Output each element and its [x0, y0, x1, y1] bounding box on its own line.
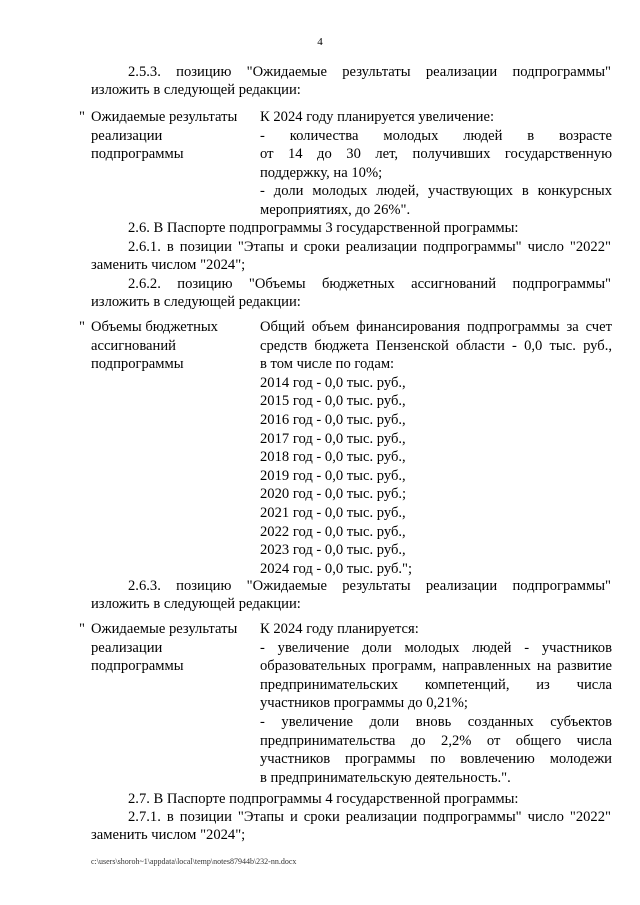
label-line: Ожидаемые результаты: [91, 621, 238, 637]
open-quote: ": [79, 109, 85, 125]
value-line: в том числе по годам:: [260, 356, 395, 373]
paragraph-2-7-1-line2: заменить числом "2024";: [91, 827, 246, 843]
value-line: - количества молодых людей в возрасте: [260, 127, 612, 144]
paragraph-2-6-1-line1: 2.6.1. в позиции "Этапы и сроки реализации подпрограммы" число "2022": [128, 239, 611, 255]
label-line: Ожидаемые результаты: [91, 109, 238, 125]
label-line: подпрограммы: [91, 146, 184, 163]
table-value: [260, 108, 612, 220]
paragraph-2-6-3-line2: изложить в следующей редакции:: [91, 596, 301, 612]
paragraph-2-6: 2.6. В Паспорте подпрограммы 3 государственной программы:: [128, 220, 519, 236]
value-line: - доли молодых людей, участвующих в конкурсных: [260, 183, 612, 200]
paragraph-2-7: 2.7. В Паспорте подпрограммы 4 государственной программы:: [128, 791, 519, 807]
label-line: подпрограммы: [91, 356, 184, 373]
table-label: [91, 108, 246, 164]
label-line: реализации: [91, 639, 163, 656]
year-line: 2020 год - 0,0 тыс. руб.;: [260, 486, 407, 503]
value-line: Общий объем финансирования подпрограммы за счет: [260, 319, 612, 335]
value-line: поддержку, на 10%;: [260, 164, 383, 181]
table-value: [260, 318, 612, 578]
open-quote: ": [79, 319, 85, 335]
value-line: - увеличение доли вновь созданных субъектов: [260, 713, 612, 730]
year-line: 2016 год - 0,0 тыс. руб.,: [260, 411, 406, 428]
year-line: 2014 год - 0,0 тыс. руб.,: [260, 374, 406, 391]
label-line: реализации: [91, 127, 163, 144]
year-line: 2021 год - 0,0 тыс. руб.,: [260, 504, 406, 521]
year-line: 2024 год - 0,0 тыс. руб.";: [260, 560, 413, 577]
value-line: в предпринимательскую деятельность.".: [260, 769, 511, 786]
value-line: участников программы по вовлечению молодежи: [260, 751, 612, 768]
paragraph-2-7-1-line1: 2.7.1. в позиции "Этапы и сроки реализации подпрограммы" число "2022": [128, 809, 611, 825]
year-line: 2019 год - 0,0 тыс. руб.,: [260, 467, 406, 484]
value-line: от 14 до 30 лет, получивших государственную: [260, 146, 612, 163]
paragraph-2-5-3-line1: 2.5.3. позицию "Ожидаемые результаты реализации подпрограммы": [128, 64, 611, 80]
year-line: 2018 год - 0,0 тыс. руб.,: [260, 449, 406, 466]
value-line: К 2024 году планируется:: [260, 621, 419, 637]
year-line: 2022 год - 0,0 тыс. руб.,: [260, 523, 406, 540]
value-line: средств бюджета Пензенской области - 0,0 тыс. руб.,: [260, 337, 612, 354]
value-line: - увеличение доли молодых людей - участников: [260, 639, 612, 656]
label-line: ассигнований: [91, 337, 176, 354]
label-line: подпрограммы: [91, 658, 184, 675]
paragraph-2-5-3-line2: изложить в следующей редакции:: [91, 82, 301, 98]
value-line: предпринимательских компетенций, из числа: [260, 676, 612, 693]
year-line: 2023 год - 0,0 тыс. руб.,: [260, 542, 406, 559]
paragraph-2-6-2-line1: 2.6.2. позицию "Объемы бюджетных ассигнований подпрограммы": [128, 276, 611, 292]
paragraph-2-6-2-line2: изложить в следующей редакции:: [91, 294, 301, 310]
open-quote: ": [79, 621, 85, 637]
year-line: 2017 год - 0,0 тыс. руб.,: [260, 430, 406, 447]
value-line: участников программы до 0,21%;: [260, 695, 468, 712]
paragraph-2-6-3-line1: 2.6.3. позицию "Ожидаемые результаты реализации подпрограммы": [128, 578, 611, 594]
page-number: 4: [317, 36, 323, 48]
value-line: К 2024 году планируется увеличение:: [260, 109, 494, 125]
table-label: [91, 620, 246, 676]
table-value: [260, 620, 612, 787]
value-line: мероприятиях, до 26%".: [260, 201, 411, 218]
value-line: предпринимательства до 2,2% от общего числа: [260, 732, 612, 749]
year-line: 2015 год - 0,0 тыс. руб.,: [260, 393, 406, 410]
value-line: образовательных программ, направленных на развитие: [260, 658, 612, 675]
paragraph-2-6-1-line2: заменить числом "2024";: [91, 257, 246, 273]
table-label: [91, 318, 246, 374]
label-line: Объемы бюджетных: [91, 319, 218, 335]
file-path-footer: c:\users\shoroh~1\appdata\local\temp\notes87944b\232-nn.docx: [91, 857, 297, 866]
